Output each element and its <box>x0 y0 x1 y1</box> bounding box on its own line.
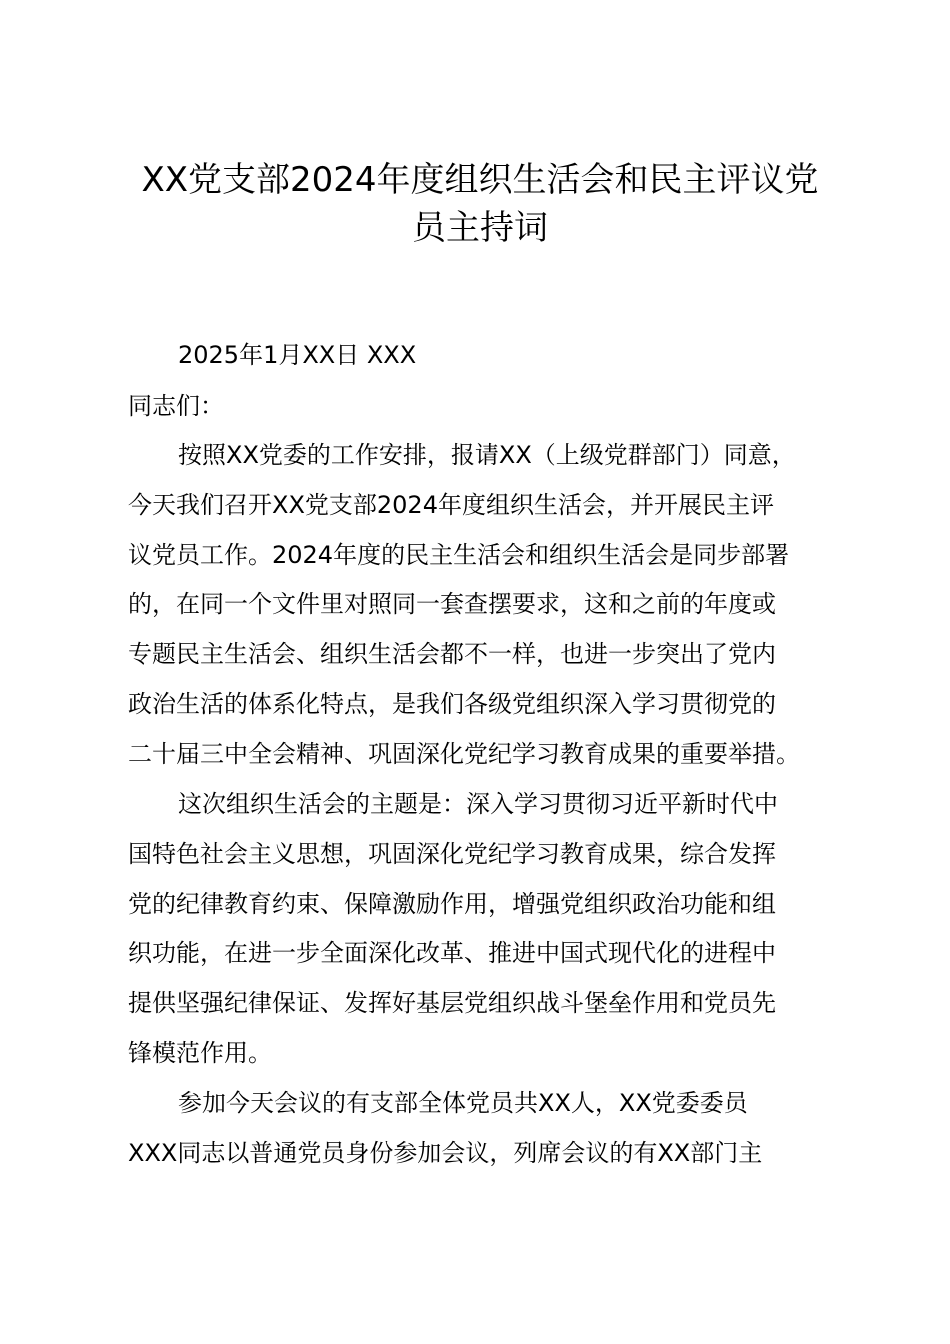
paragraph-1-line-1: 按照XX党委的工作安排，报请XX（上级党群部门）同意， <box>178 441 796 469</box>
paragraph-1-line-3: 议党员工作。2024年度的民主生活会和组织生活会是同步部署 <box>128 541 790 569</box>
paragraph-2-line-3: 党的纪律教育约束、保障激励作用，增强党组织政治功能和组 <box>128 890 776 918</box>
paragraph-2-line-1: 这次组织生活会的主题是：深入学习贯彻习近平新时代中 <box>178 790 778 818</box>
paragraph-2-line-6: 锋模范作用。 <box>128 1039 272 1067</box>
paragraph-1-line-2: 今天我们召开XX党支部2024年度组织生活会，并开展民主评 <box>128 491 774 519</box>
paragraph-3-line-2: XXX同志以普通党员身份参加会议，列席会议的有XX部门主 <box>128 1139 763 1167</box>
paragraph-1-line-4: 的，在同一个文件里对照同一套查摆要求，这和之前的年度或 <box>128 590 776 618</box>
paragraph-1-line-7: 二十届三中全会精神、巩固深化党纪学习教育成果的重要举措。 <box>128 740 800 768</box>
date-author-line: 2025年1月XX日 XXX <box>178 341 417 369</box>
paragraph-3-line-1: 参加今天会议的有支部全体党员共XX人，XX党委委员 <box>178 1089 748 1117</box>
title-line-1: XX党支部2024年度组织生活会和民主评议党 <box>141 160 819 200</box>
paragraph-1-line-5: 专题民主生活会、组织生活会都不一样，也进一步突出了党内 <box>128 640 776 668</box>
paragraph-2-line-5: 提供坚强纪律保证、发挥好基层党组织战斗堡垒作用和党员先 <box>128 989 776 1017</box>
paragraph-2-line-4: 织功能，在进一步全面深化改革、推进中国式现代化的进程中 <box>128 939 776 967</box>
title-line-2: 员主持词 <box>412 208 548 248</box>
document-title <box>100 156 860 252</box>
paragraph-2-line-2: 国特色社会主义思想，巩固深化党纪学习教育成果，综合发挥 <box>128 840 776 868</box>
greeting: 同志们： <box>128 392 224 420</box>
paragraph-1-line-6: 政治生活的体系化特点，是我们各级党组织深入学习贯彻党的 <box>128 690 776 718</box>
